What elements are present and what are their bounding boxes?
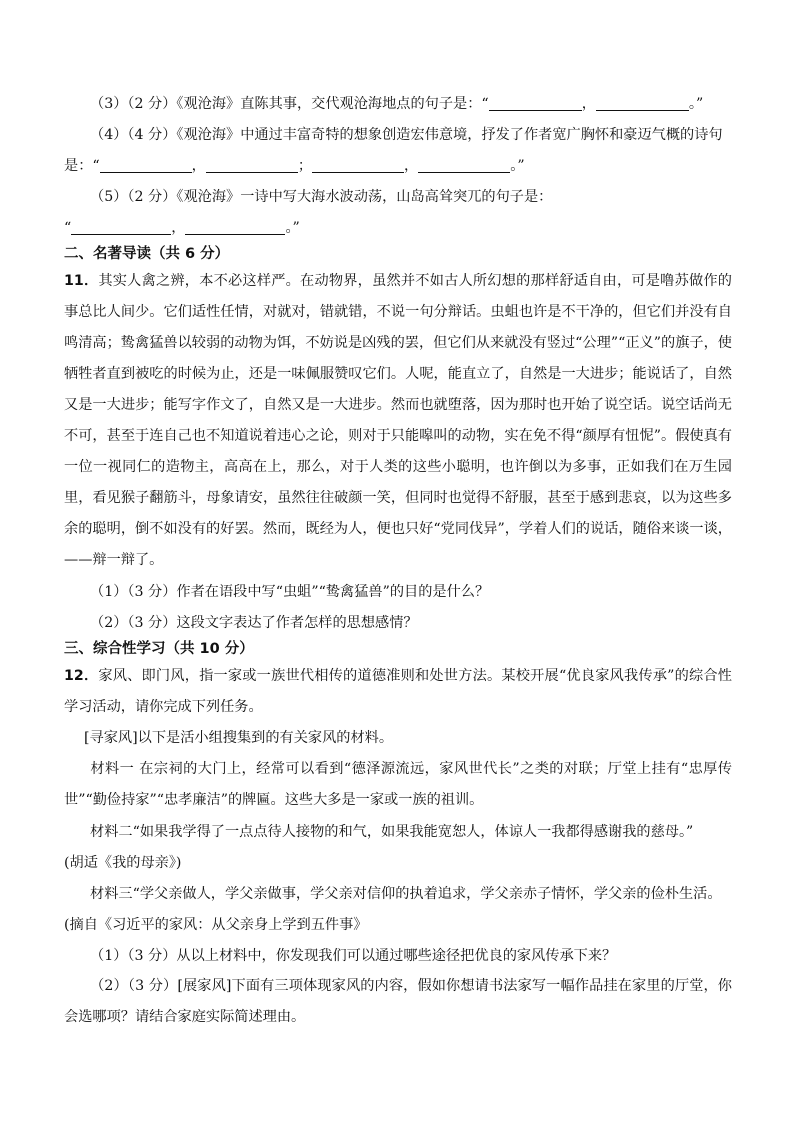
q11-subquestion-2: （2）（3 分）这段文字表达了作者怎样的思想感情？ (90, 615, 418, 631)
answer-blank[interactable] (100, 157, 192, 173)
search-family-style-intro: [寻家风]以下是活小组搜集到的有关家风的材料。 (84, 730, 394, 746)
material-2-line1: 材料二“如果我学得了一点点待人接物的和气，如果我能宽恕人，体谅人一我都得感谢我的慈母。” (90, 824, 694, 840)
q10-item-5-line1: （5）（2 分）《观沧海》一诗中写大海水波动荡，山岛高耸突兀的句子是： (90, 189, 553, 205)
q10-item-5-line2 (64, 218, 300, 238)
q12-intro (64, 661, 732, 723)
blank-separator: ， (404, 158, 419, 174)
section-heading-3: 三、综合性学习（共 10 分） (64, 641, 254, 657)
blank-separator: ， (191, 158, 206, 174)
q12-subquestion-2-text: （2）（3 分）[展家风]下面有三项体现家风的内容，假如你想请书法家写一幅作品挂在家里的厅堂，你会选哪项？请结合家庭实际简述理由。 (64, 978, 732, 1025)
blank-end: 。” (688, 96, 704, 112)
q11-number: 11． (64, 273, 99, 289)
material-1 (64, 754, 732, 816)
q10-item-4-line2 (64, 156, 525, 176)
q10-item-4-prefix: 是：“ (64, 158, 100, 174)
answer-blank[interactable] (418, 157, 510, 173)
answer-blank[interactable] (71, 219, 171, 235)
q11-passage (64, 266, 732, 576)
q12-text: 家风、即门风，指一家或一族世代相传的道德准则和处世方法。某校开展“优良家风我传承”的综合性学习活动，请你完成下列任务。 (64, 668, 732, 715)
blank-separator: ， (581, 96, 596, 112)
answer-blank[interactable] (596, 95, 689, 111)
blank-end: 。” (510, 158, 525, 174)
material-3-line1: 材料三“学父亲做人，学父亲做事，学父亲对信仰的执着追求，学父亲赤子情怀，学父亲的俭朴生活。 (90, 886, 722, 902)
answer-blank[interactable] (312, 157, 404, 173)
blank-separator: ； (297, 158, 313, 174)
section-heading-2: 二、名著导读（共 6 分） (64, 246, 230, 262)
answer-blank[interactable] (185, 219, 285, 235)
q10-item-4-line1: （4）（4 分）《观沧海》中通过丰富奇特的想象创造宏伟意境，抒发了作者宽广胸怀和豪迈气概的诗句 (90, 127, 723, 143)
material-3-source: (摘自《习近平的家风：从父亲身上学到五件事》 (64, 917, 368, 933)
q10-item-3 (90, 94, 703, 114)
blank-separator: ， (171, 220, 186, 236)
blank-end: 。” (285, 220, 300, 236)
material-2-source: (胡适《我的母亲》) (64, 855, 182, 871)
q10-item-3-prefix: （3）（2 分）《观沧海》直陈其事，交代观沧海地点的句子是：“ (90, 96, 489, 112)
answer-blank[interactable] (489, 95, 582, 111)
q12-subquestion-2 (64, 971, 732, 1033)
q11-subquestion-1: （1）（3 分）作者在语段中写“虫蛆”“鸷禽猛兽”的目的是什么？ (90, 584, 490, 600)
material-1-text: 材料一 在宗祠的大门上，经常可以看到“德泽源流远，家风世代长”之类的对联；厅堂上挂有“忠厚传世”“勤俭持家”“忠孝廉洁”的牌匾。这些大多是一家或一族的祖训。 (64, 761, 732, 808)
q11-text: 其实人禽之辨，本不必这样严。在动物界，虽然并不如古人所幻想的那样舒适自由，可是噜苏做作的事总比人间少。它们适性任情，对就对，错就错，不说一句分辩话。虫蛆也许是不干净的，但它们并没有自鸣清高；鸷禽猛兽以较弱的动物为饵，不妨说是凶残的罢，但它们从来就没有竖过“公理”“正义”的旗子，使牺牲者直到被吃的时候为止，还是一味佩服赞叹它们。人呢，能直立了，自然是一大进步；能说话了，自然又是一大进步；能写字作文了，自然又是一大进步。然而也就堕落，因为那时也开始了说空话。说空话尚无不可，甚至于连自己也不知道说着违心之论，则对于只能嗥叫的动物，实在免不得“颜厚有忸怩”。假使真有一位一视同仁的造物主，高高在上，那么，对于人类的这些小聪明，也许倒以为多事，正如我们在万生园里，看见猴子翻筋斗，母象请安，虽然往往破颜一笑，但同时也觉得不舒服，甚至于感到悲哀，以为这些多余的聪明，倒不如没有的好罢。然而，既经为人，便也只好“党同伐异”，学着人们的说话，随俗来谈一谈，——辩一辩了。 (64, 273, 732, 568)
answer-blank[interactable] (206, 157, 298, 173)
q10-item-5-prefix: “ (64, 220, 72, 236)
q12-number: 12． (64, 668, 99, 684)
q12-subquestion-1: （1）（3 分）从以上材料中，你发现我们可以通过哪些途径把优良的家风传承下来？ (90, 948, 617, 964)
